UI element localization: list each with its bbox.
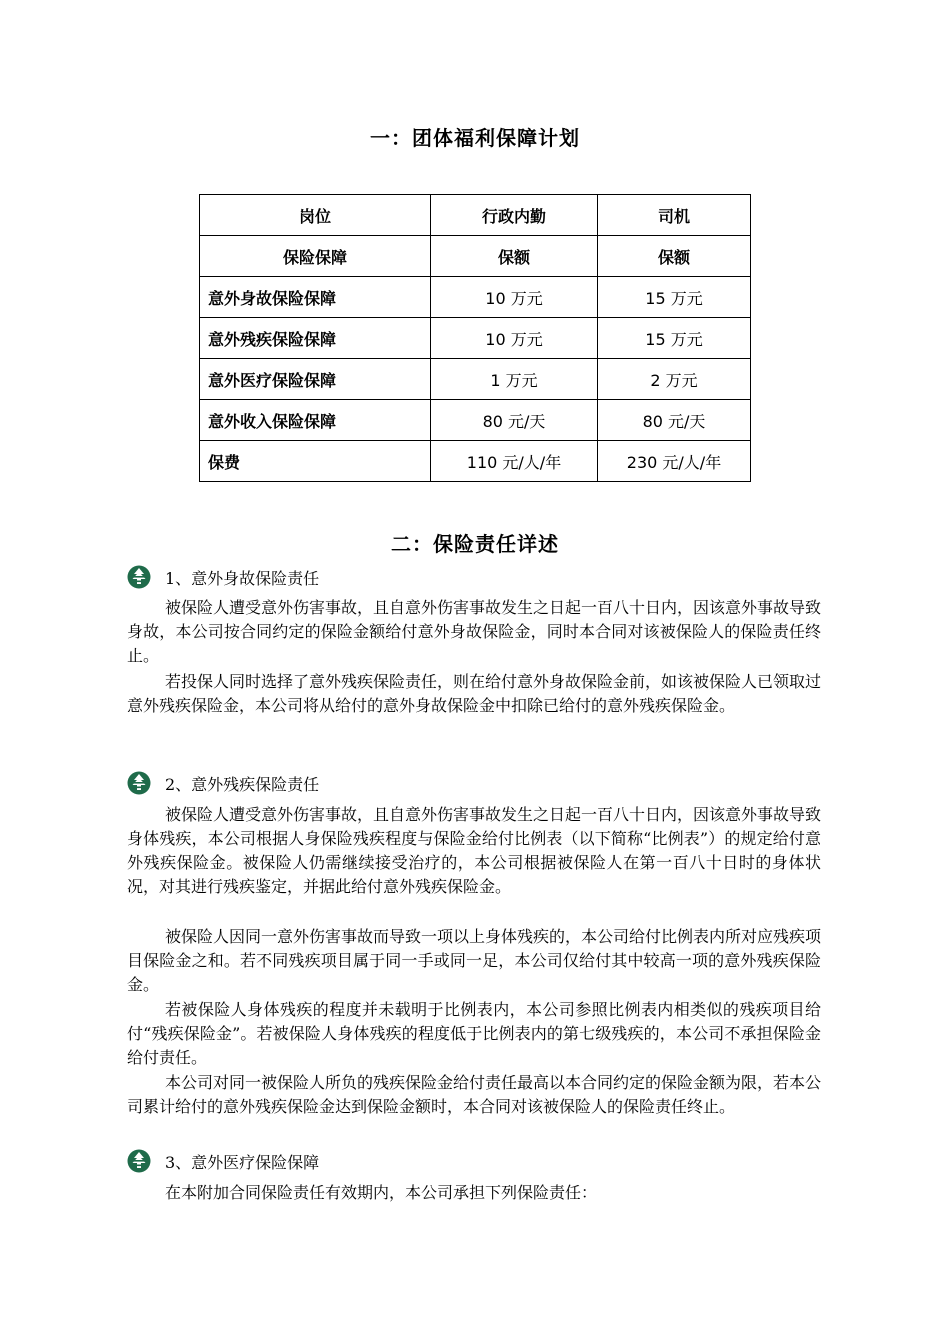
table-row xyxy=(200,359,751,400)
row-label: 意外收入保险保障 xyxy=(200,400,431,441)
pine-tree-logo-icon xyxy=(127,1149,151,1173)
header-cell: 行政内勤 xyxy=(431,195,598,236)
paragraph: 被保险人遭受意外伤害事故，且自意外伤害事故发生之日起一百八十日内，因该意外事故导致身体残疾，本公司根据人身保险残疾程度与保险金给付比例表（以下简称“比例表”）的规定给付意外残疾保险金。被保险人仍需继续接受治疗的，本公司根据被保险人在第一百八十日时的身体状况，对其进行残疾鉴定，并据此给付意外残疾保险金。 xyxy=(127,805,822,896)
item-heading-text: 1、意外身故保险责任 xyxy=(165,568,320,588)
paragraph: 若投保人同时选择了意外残疾保险责任，则在给付意外身故保险金前，如该被保险人已领取过意外残疾保险金，本公司将从给付的意外身故保险金中扣除已给付的意外残疾保险金。 xyxy=(127,672,822,715)
item-heading xyxy=(127,770,319,796)
table-cell: 15 万元 xyxy=(598,277,751,318)
table-cell: 80 元/天 xyxy=(598,400,751,441)
table-row xyxy=(200,441,751,482)
table-cell: 110 元/人/年 xyxy=(431,441,598,482)
row-label: 意外医疗保险保障 xyxy=(200,359,431,400)
table-cell: 10 万元 xyxy=(431,318,598,359)
table-cell: 230 元/人/年 xyxy=(598,441,751,482)
table-cell: 2 万元 xyxy=(598,359,751,400)
item-heading-text: 2、意外残疾保险责任 xyxy=(165,774,320,794)
item-heading xyxy=(127,564,319,590)
table-row xyxy=(200,318,751,359)
section-2-title: 二：保险责任详述 xyxy=(391,532,559,556)
table-header-row xyxy=(200,195,751,236)
table-row xyxy=(200,277,751,318)
item-heading xyxy=(127,1148,319,1174)
row-label: 保费 xyxy=(200,441,431,482)
row-label: 意外残疾保险保障 xyxy=(200,318,431,359)
table-cell: 80 元/天 xyxy=(431,400,598,441)
table-row xyxy=(200,400,751,441)
pine-tree-logo-icon xyxy=(127,771,151,795)
paragraph: 被保险人遭受意外伤害事故，且自意外伤害事故发生之日起一百八十日内，因该意外事故导致身故，本公司按合同约定的保险金额给付意外身故保险金，同时本合同对该被保险人的保险责任终止。 xyxy=(127,598,822,665)
header-cell: 岗位 xyxy=(200,195,431,236)
paragraph: 被保险人因同一意外伤害事故而导致一项以上身体残疾的，本公司给付比例表内所对应残疾项目保险金之和。若不同残疾项目属于同一手或同一足，本公司仅给付其中较高一项的意外残疾保险金。 xyxy=(127,927,822,994)
paragraph: 在本附加合同保险责任有效期内，本公司承担下列保险责任： xyxy=(165,1183,598,1202)
table-subheader-row xyxy=(200,236,751,277)
pine-tree-logo-icon xyxy=(127,565,151,589)
section-1-title: 一：团体福利保障计划 xyxy=(370,126,580,150)
paragraph: 若被保险人身体残疾的程度并未载明于比例表内，本公司参照比例表内相类似的残疾项目给付“残疾保险金”。若被保险人身体残疾的程度低于比例表内的第七级残疾的，本公司不承担保险金给付责任。 xyxy=(127,1000,821,1067)
benefit-plan-table xyxy=(199,194,751,482)
item-heading-text: 3、意外医疗保险保障 xyxy=(165,1152,320,1172)
table-cell: 1 万元 xyxy=(431,359,598,400)
table-cell: 10 万元 xyxy=(431,277,598,318)
header-cell: 司机 xyxy=(598,195,751,236)
table-cell: 15 万元 xyxy=(598,318,751,359)
row-label: 意外身故保险保障 xyxy=(200,277,431,318)
subheader-cell: 保额 xyxy=(598,236,751,277)
paragraph: 本公司对同一被保险人所负的残疾保险金给付责任最高以本合同约定的保险金额为限，若本公司累计给付的意外残疾保险金达到保险金额时，本合同对该被保险人的保险责任终止。 xyxy=(127,1073,822,1116)
subheader-cell: 保险保障 xyxy=(200,236,431,277)
subheader-cell: 保额 xyxy=(431,236,598,277)
